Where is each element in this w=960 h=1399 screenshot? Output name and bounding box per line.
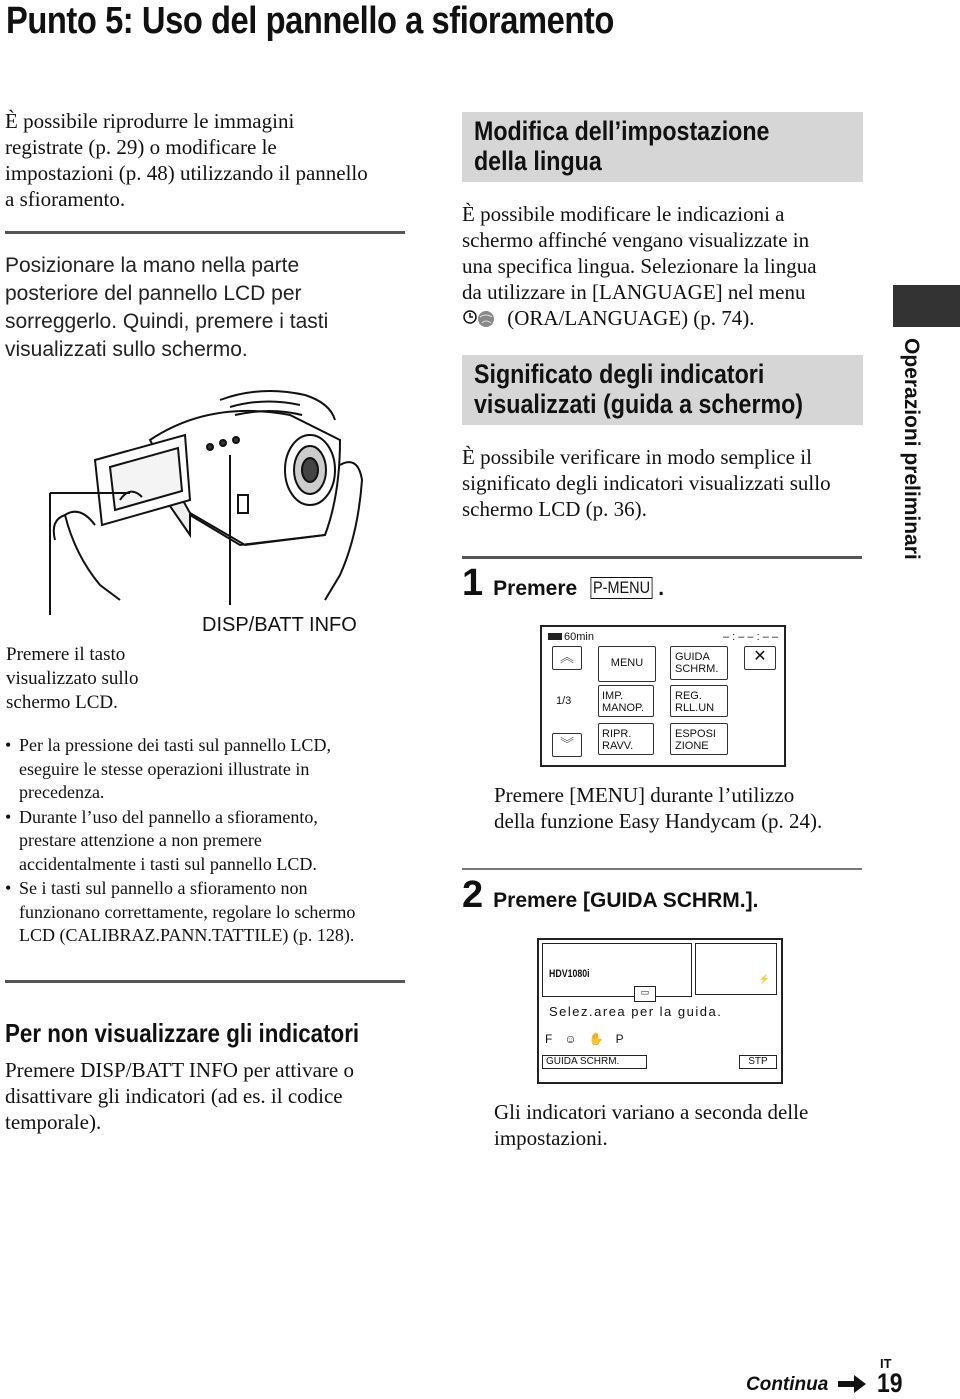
close-button[interactable] (744, 646, 776, 670)
notes-list (5, 734, 405, 949)
scroll-up-button[interactable] (552, 646, 582, 670)
hdv-indicator: HDV1080i (549, 968, 590, 980)
step-2-note: Gli indicatori variano a seconda delle impostazioni. (494, 1100, 809, 1150)
close-icon: ✕ (753, 648, 767, 665)
note-item: • Durante l’uso del pannello a sfioramento, prestare attenzione a non premere accidentalmente i tasti sul pannello LCD. (5, 806, 405, 877)
guida-schrm-button[interactable]: GUIDA SCHRM. (670, 646, 728, 680)
camcorder-illustration (40, 385, 380, 625)
esposizione-button[interactable]: ESPOSI ZIONE (670, 723, 728, 755)
lcd-guide-screen (537, 938, 783, 1084)
page-number: 19 (877, 1368, 903, 1398)
page-indicator: 1/3 (556, 695, 572, 707)
scroll-down-button[interactable] (552, 733, 582, 757)
divider (462, 868, 862, 870)
note-item: • Per la pressione dei tasti sul pannello LCD, eseguire le stesse operazioni illustrate in precedenza. (5, 734, 405, 805)
timecode: – : – – : – – (722, 631, 778, 643)
guide-icons-row[interactable] (545, 1032, 775, 1050)
guide-area-right[interactable] (695, 943, 777, 995)
hide-indicators-heading: Per non visualizzare gli indicatori (5, 1018, 360, 1048)
double-chevron-up-icon: ︽ (560, 649, 574, 665)
lcd-menu-screen (540, 625, 786, 767)
reg-rll-button[interactable]: REG. RLL.UN (670, 685, 728, 717)
imp-manop-button[interactable]: IMP. MANOP. (598, 685, 654, 717)
side-tab: Operazioni preliminari (900, 338, 923, 560)
divider (5, 231, 405, 234)
portrait-icon: ☺ (564, 1032, 577, 1046)
stp-indicator: STP (739, 1055, 777, 1069)
figure-caption: Premere il tasto visualizzato sullo schermo LCD. (6, 644, 139, 713)
disp-batt-label: DISP/BATT INFO (202, 614, 357, 636)
flash-off-icon: ⚡ (758, 974, 770, 984)
instruction-text: Posizionare la mano nella parte posteriore del pannello LCD per sorreggerlo. Quindi, premere i tasti visualizzati sullo schermo. (5, 254, 329, 361)
language-heading: Modifica dell’impostazione della lingua (462, 112, 863, 182)
guide-prompt: Selez.area per la guida. (549, 1004, 723, 1019)
step-1: 1 Premere P-MENU . (462, 562, 665, 604)
menu-button[interactable]: MENU (598, 646, 656, 682)
note-item: • Se i tasti sul pannello a sfioramento non funzionano correttamente, regolare lo schermo LCD (CALIBRAZ.PANN.TATTILE) (p. 128). (5, 877, 405, 948)
side-tab-marker (893, 285, 960, 327)
indicator-heading: Significato degli indicatori visualizzati (guida a schermo) (462, 355, 863, 425)
picture-effect-icon: P (615, 1032, 624, 1046)
guida-schrm-tab[interactable]: GUIDA SCHRM. (542, 1055, 647, 1069)
language-code: IT (880, 1356, 892, 1371)
step-1-note: Premere [MENU] durante l’utilizzo della funzione Easy Handycam (p. 24). (494, 783, 823, 833)
divider (462, 556, 862, 559)
intro-paragraph: È possibile riprodurre le immagini registrate (p. 29) o modificare le impostazioni (p. 48) utilizzando il pannello a sfioramento. (5, 109, 368, 211)
battery-indicator: 60min (548, 631, 594, 643)
page-title: Punto 5: Uso del pannello a sfioramento (6, 0, 614, 42)
step-2: 2 Premere [GUIDA SCHRM.]. (462, 874, 759, 916)
clock-globe-icon (462, 307, 502, 329)
divider (5, 980, 405, 983)
arrow-right-icon (838, 1375, 866, 1393)
continua-label: Continua (746, 1374, 829, 1395)
hide-indicators-body: Premere DISP/BATT INFO per attivare o disattivare gli indicatori (ad es. il codice temporale). (5, 1058, 354, 1134)
tape-icon[interactable]: ▭ (634, 986, 656, 1002)
steadyshot-icon: ✋ (588, 1032, 604, 1046)
indicator-body: È possibile verificare in modo semplice il significato degli indicatori visualizzati sullo schermo LCD (p. 36). (462, 445, 831, 521)
guide-area-left[interactable] (542, 943, 692, 997)
p-menu-key: P-MENU (591, 577, 653, 599)
double-chevron-down-icon: ︾ (560, 736, 574, 752)
battery-icon (548, 633, 562, 640)
ripr-ravv-button[interactable]: RIPR. RAVV. (598, 723, 654, 755)
language-body: È possibile modificare le indicazioni a schermo affinché vengano visualizzate in una specifica lingua. Selezionare la lingua da utilizzare in [LANGUAGE] nel menu (ORA/LANGUAGE) (p. 74). (462, 202, 817, 330)
fader-icon: F (545, 1032, 553, 1046)
